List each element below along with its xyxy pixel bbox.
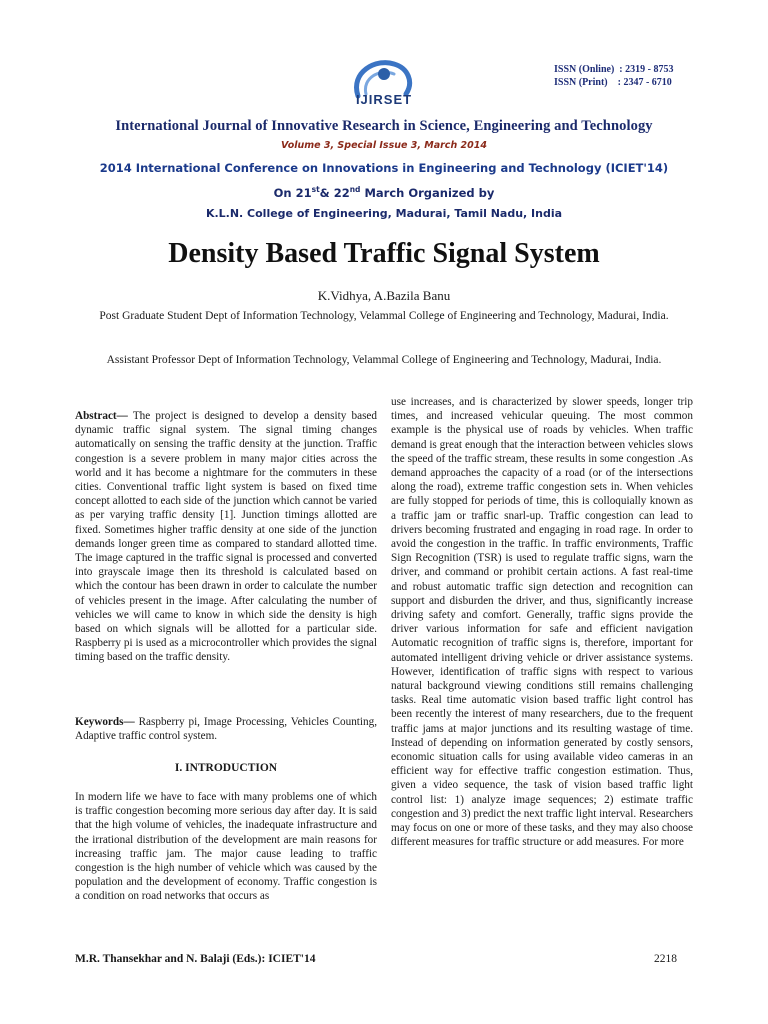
- journal-title: International Journal of Innovative Research in Science, Engineering and Technology: [115, 118, 653, 134]
- right-column-text: use increases, and is characterized by slower speeds, longer trip times, and increased vehicular queuing. The most common example is the physical use of roads by vehicles. When traffic demand is great enough that the interaction between vehicles slows the speed of the traffic stream, these results in some congestion .As demand approaches the capacity of a road (or of the intersections along the road), extreme traffic congestion sets in. When vehicles are fully stopped for periods of time, this is colloquially known as a traffic jam or traffic snarl-up. Traffic congestion can lead to drivers becoming frustrated and engaging in road rage. In order to avoid the congestion in the traffic. In traffic environments, Traffic Sign Recognition (TSR) is used to regulate traffic signs, warn the driver, and command or prohibit certain actions. A fast real-time and robust automatic traffic sign detection and recognition can support and disburden the driver, and thus, significantly increase driving safety and comfort. Generally, traffic signs provide the driver various information for safe and efficient navigation Automatic recognition of traffic signs is, therefore, important for automated intelligent driving vehicle or driver assistance systems. However, identification of traffic signs with respect to various natural background viewing conditions still remains challenging tasks. Real time automatic vision based traffic light control has been recently the interest of many researchers, due to the frequent traffic jams at major junctions and its resulting wastage of time. Instead of depending on information generated by costly sensors, economic situation calls for using available video cameras in an efficient way for effective traffic congestion estimation. Thus, given a video sequence, the task of vision based traffic light control list: 1) analyze image sequences; 2) estimate traffic congestion and 3) predict the next traffic light interval. Researchers may focus on one or more of these tasks, and they may also choose different measures for traffic structure or add measures. For more: [391, 396, 693, 849]
- issn-print: ISSN (Print) : 2347 - 6710: [554, 77, 672, 88]
- keywords-text: Raspberry pi, Image Processing, Vehicles Counting, Adaptive traffic control system.: [75, 716, 377, 743]
- abstract-label: Abstract—: [75, 410, 128, 422]
- abstract-text: The project is designed to develop a density based dynamic traffic signal system. The signal timing changes automatically on sensing the traffic density at the junction. Traffic congestion is a severe problem in many major cities across the world and it has become a nightmare for the commuters in these cities. Conventional traffic light system is based on fixed time concept allotted to each side of the junction which cannot be varied as per varying traffic density [1]. Junction timings allotted are fixed. Sometimes higher traffic density at one side of the junction demands longer green time as compared to standard allotted time. The image captured in the traffic signal is processed and converted into grayscale image then its threshold is calculated based on which the contour has been drawn in order to calculate the number of vehicles present in the image. After calculating the number of vehicles we will came to know in which side the density is high based on which signals will be allotted for a particular side. Raspberry pi is used as a microcontroller which provides the signal timing based on the traffic density.: [75, 410, 377, 664]
- footer-editors: M.R. Thansekhar and N. Balaji (Eds.): ICIET'14: [75, 953, 316, 965]
- keywords: [75, 715, 377, 743]
- keywords-label: Keywords—: [75, 716, 135, 728]
- section-heading-introduction: I. INTRODUCTION: [174, 762, 278, 774]
- college-line: K.L.N. College of Engineering, Madurai, Tamil Nadu, India: [205, 207, 563, 220]
- paper-authors: K.Vidhya, A.Bazila Banu: [317, 288, 451, 303]
- introduction-text: In modern life we have to face with many problems one of which is traffic congestion becoming more serious day after day. It is said that the high volume of vehicles, the inadequate infrastructure and the irrational distribution of the development are main reasons for increasing traffic jam. The major cause leading to traffic congestion is the high number of vehicle which was caused by the population and the development of economy. Traffic congestion is a condition on road networks that occurs as: [75, 791, 377, 903]
- paper-title: Density Based Traffic Signal System: [168, 238, 600, 269]
- affiliation-2: Assistant Professor Dept of Information Technology, Velammal College of Engineering and Technology, Madurai, India.: [106, 354, 662, 366]
- issn-online: ISSN (Online) : 2319 - 8753: [554, 64, 674, 75]
- abstract: [75, 409, 377, 665]
- conference-line: 2014 International Conference on Innovations in Engineering and Technology (ICIET'14): [99, 161, 669, 175]
- dates-line: On 21st& 22nd March Organized by: [273, 185, 495, 200]
- page-number: 2218: [654, 953, 677, 965]
- affiliation-1: Post Graduate Student Dept of Information Technology, Velammal College of Engineering and Technology, Madurai, India.: [99, 310, 669, 322]
- issn-block: [554, 63, 673, 89]
- logo-text: IJIRSET: [355, 92, 413, 107]
- volume-line: Volume 3, Special Issue 3, March 2014: [281, 140, 487, 151]
